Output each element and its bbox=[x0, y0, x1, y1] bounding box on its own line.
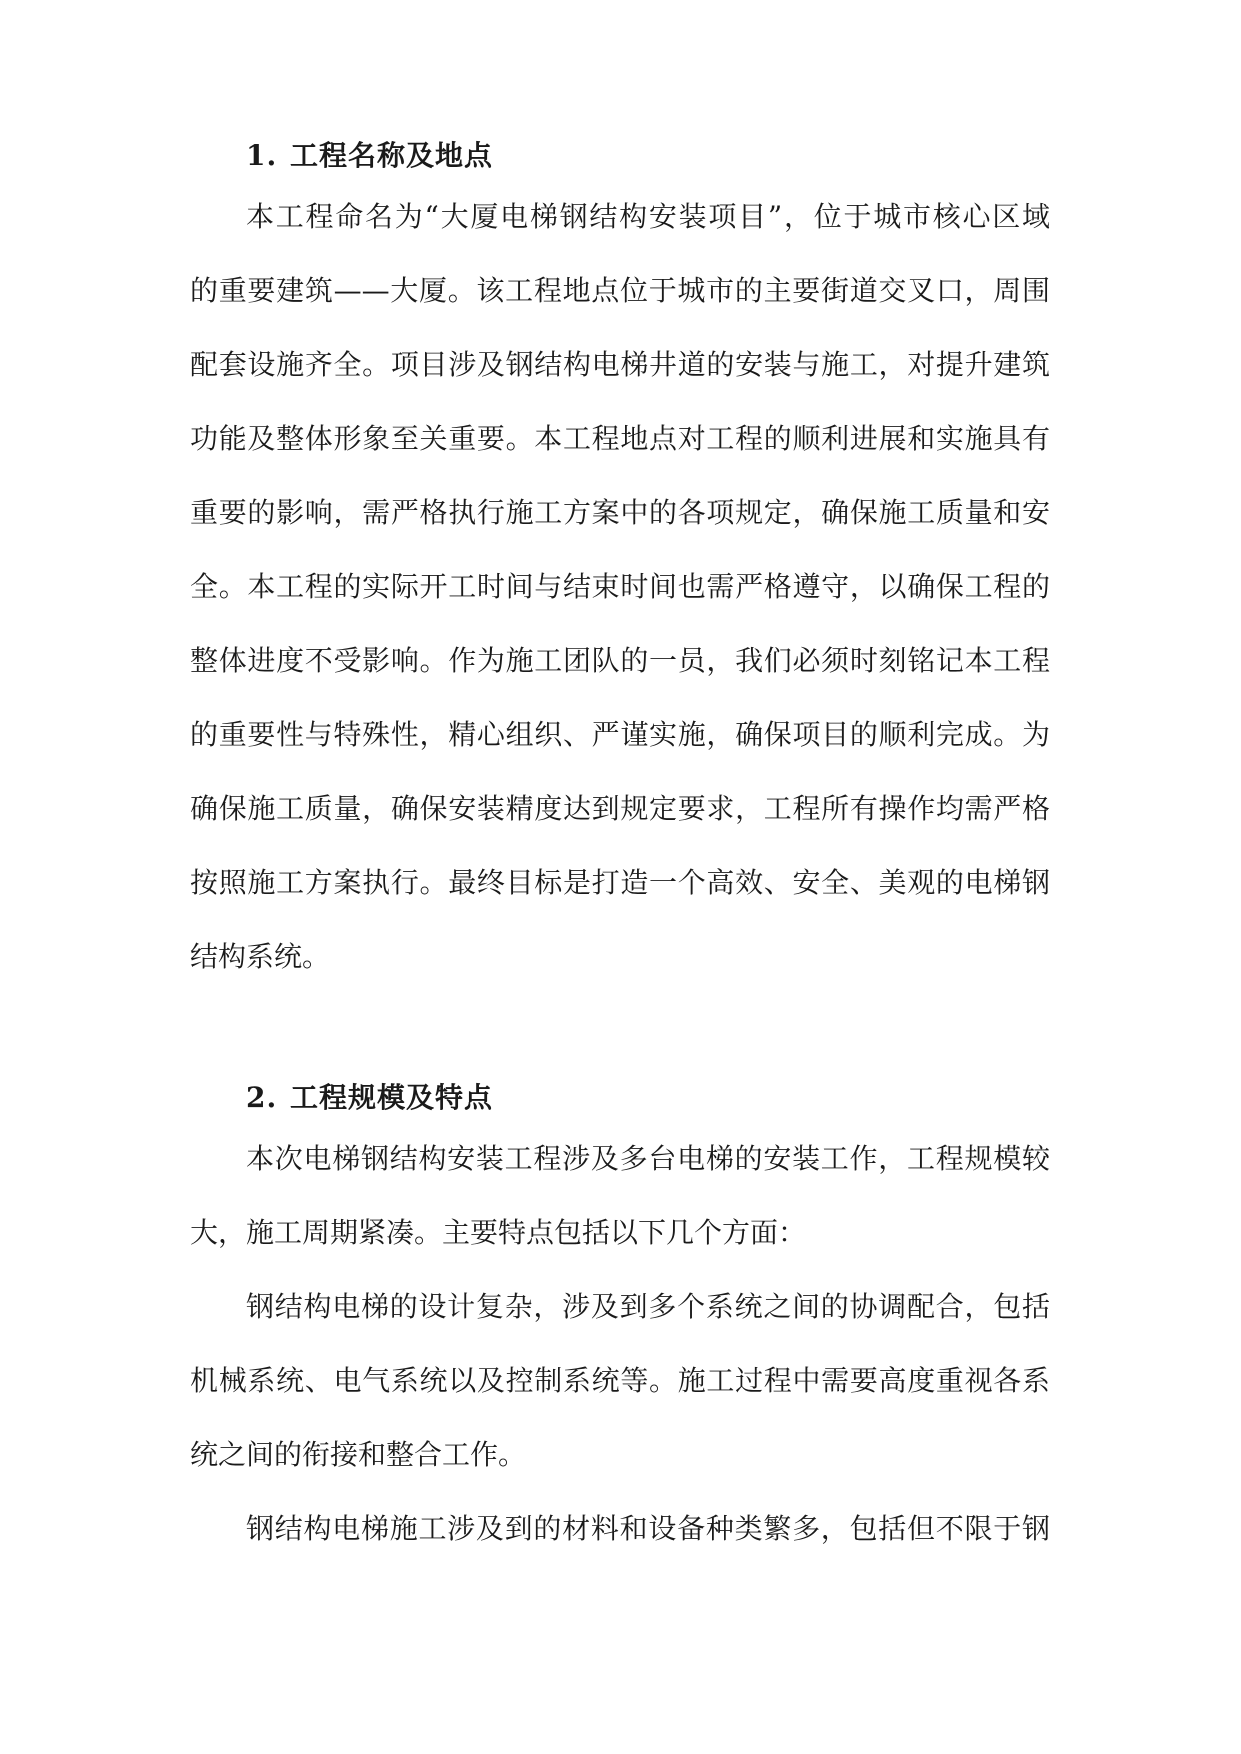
text-line: 确保施工质量，确保安装精度达到规定要求，工程所有操作均需严格 bbox=[190, 792, 1050, 825]
section-title: 工程规模及特点 bbox=[290, 1081, 494, 1114]
text-line: 本次电梯钢结构安装工程涉及多台电梯的安装工作，工程规模较 bbox=[246, 1142, 1050, 1175]
text-line: 按照施工方案执行。最终目标是打造一个高效、安全、美观的电梯钢 bbox=[190, 866, 1050, 899]
text-line: 配套设施齐全。项目涉及钢结构电梯井道的安装与施工，对提升建筑 bbox=[190, 348, 1050, 381]
text-line: 结构系统。 bbox=[190, 940, 331, 973]
text-line: 重要的影响，需严格执行施工方案中的各项规定，确保施工质量和安 bbox=[190, 496, 1050, 529]
paragraph-scale-intro bbox=[190, 1122, 1050, 1270]
section-title: 工程名称及地点 bbox=[290, 139, 494, 172]
text-line: 机械系统、电气系统以及控制系统等。施工过程中需要高度重视各系 bbox=[190, 1364, 1050, 1397]
text-line: 大，施工周期紧凑。主要特点包括以下几个方面： bbox=[190, 1216, 807, 1249]
text-line: 整体进度不受影响。作为施工团队的一员，我们必须时刻铭记本工程 bbox=[190, 644, 1050, 677]
paragraph-design-complexity bbox=[190, 1270, 1050, 1492]
section-number: 2. bbox=[246, 1081, 278, 1114]
text-line: 钢结构电梯施工涉及到的材料和设备种类繁多，包括但不限于钢 bbox=[246, 1512, 1050, 1545]
text-line: 的重要性与特殊性，精心组织、严谨实施，确保项目的顺利完成。为 bbox=[190, 718, 1050, 751]
section-heading-1 bbox=[246, 136, 493, 176]
paragraph-materials bbox=[190, 1492, 1050, 1566]
text-line: 的重要建筑——大厦。该工程地点位于城市的主要街道交叉口，周围 bbox=[190, 274, 1050, 307]
paragraph-project-location bbox=[190, 180, 1050, 994]
text-line: 钢结构电梯的设计复杂，涉及到多个系统之间的协调配合，包括 bbox=[246, 1290, 1050, 1323]
text-line: 功能及整体形象至关重要。本工程地点对工程的顺利进展和实施具有 bbox=[190, 422, 1050, 455]
text-line: 统之间的衔接和整合工作。 bbox=[190, 1438, 527, 1471]
section-heading-2 bbox=[246, 1078, 493, 1118]
section-number: 1. bbox=[246, 139, 278, 172]
text-line: 全。本工程的实际开工时间与结束时间也需严格遵守，以确保工程的 bbox=[190, 570, 1050, 603]
text-line: 本工程命名为“大厦电梯钢结构安装项目”，位于城市核心区域 bbox=[246, 200, 1050, 233]
